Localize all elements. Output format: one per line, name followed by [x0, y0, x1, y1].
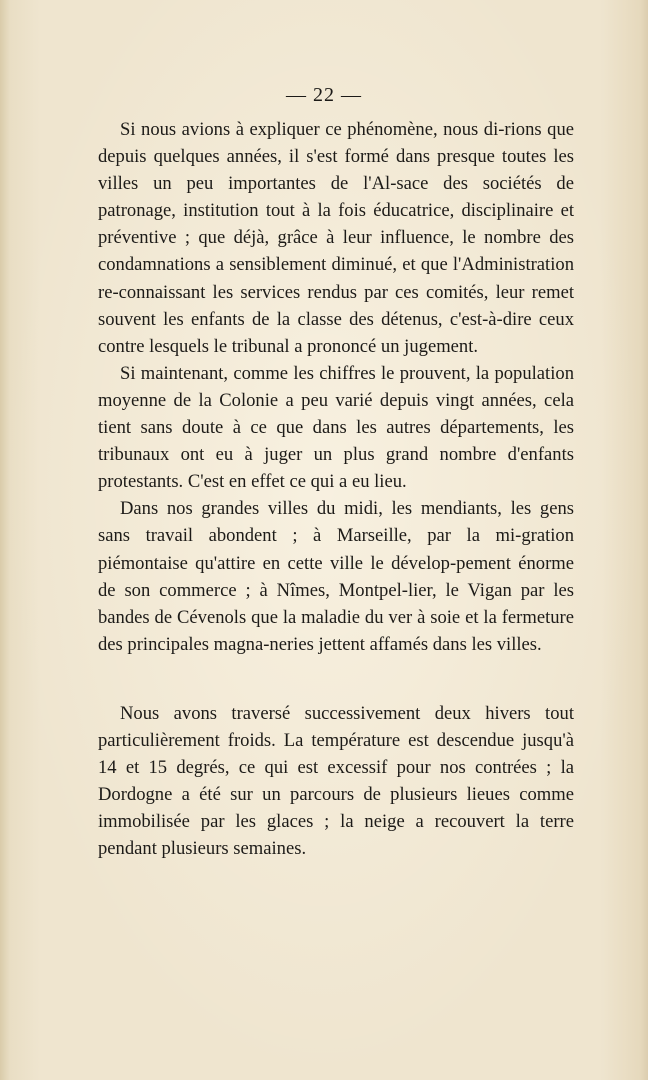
- page-number: — 22 —: [286, 84, 362, 106]
- paragraph-midi: Dans nos grandes villes du midi, les mendiants, les gens sans travail abondent ; à Marseille, par la mi-gration piémontaise qu'attire en cette ville le dévelop-pement énorme de son commerce ; à Nîmes, Montpel-lier, le Vigan par les bandes de Cévenols que la maladie du ver à soie et la fermeture des principales magna-neries jettent affamés dans les villes.: [98, 498, 574, 655]
- paragraph-patronage: Si nous avions à expliquer ce phénomène, nous di-rions que depuis quelques années, il s'est formé dans presque toutes les villes un peu importantes de l'Al-sace des sociétés de patronage, institution tout à la fois éducatrice, disciplinaire et préventive ; que déjà, grâce à leur influence, le nombre des condamnations a sensiblement diminué, et que l'Administration re-connaissant les services rendus par ces comités, leur remet souvent les enfants de la classe des détenus, c'est-à-dire ceux contre lesquels le tribunal a prononcé un jugement.: [98, 119, 574, 357]
- paragraph-hivers: Nous avons traversé successivement deux hivers tout particulièrement froids. La température est descendue jusqu'à 14 et 15 degrés, ce qui est excessif pour nos contrées ; la Dordogne a été sur un parcours de plusieurs lieues comme immobilisée par les glaces ; la neige a recouvert la terre pendant plusieurs semaines.: [98, 702, 574, 860]
- page-body: [98, 116, 574, 862]
- paragraph-population: Si maintenant, comme les chiffres le prouvent, la population moyenne de la Colonie a peu varié depuis vingt années, cela tient sans doute à ce que dans les autres départements, les tribunaux ont eu à juger un plus grand nombre d'enfants protestants. C'est en effet ce qui a eu lieu.: [98, 362, 574, 493]
- section-gap: [98, 658, 574, 700]
